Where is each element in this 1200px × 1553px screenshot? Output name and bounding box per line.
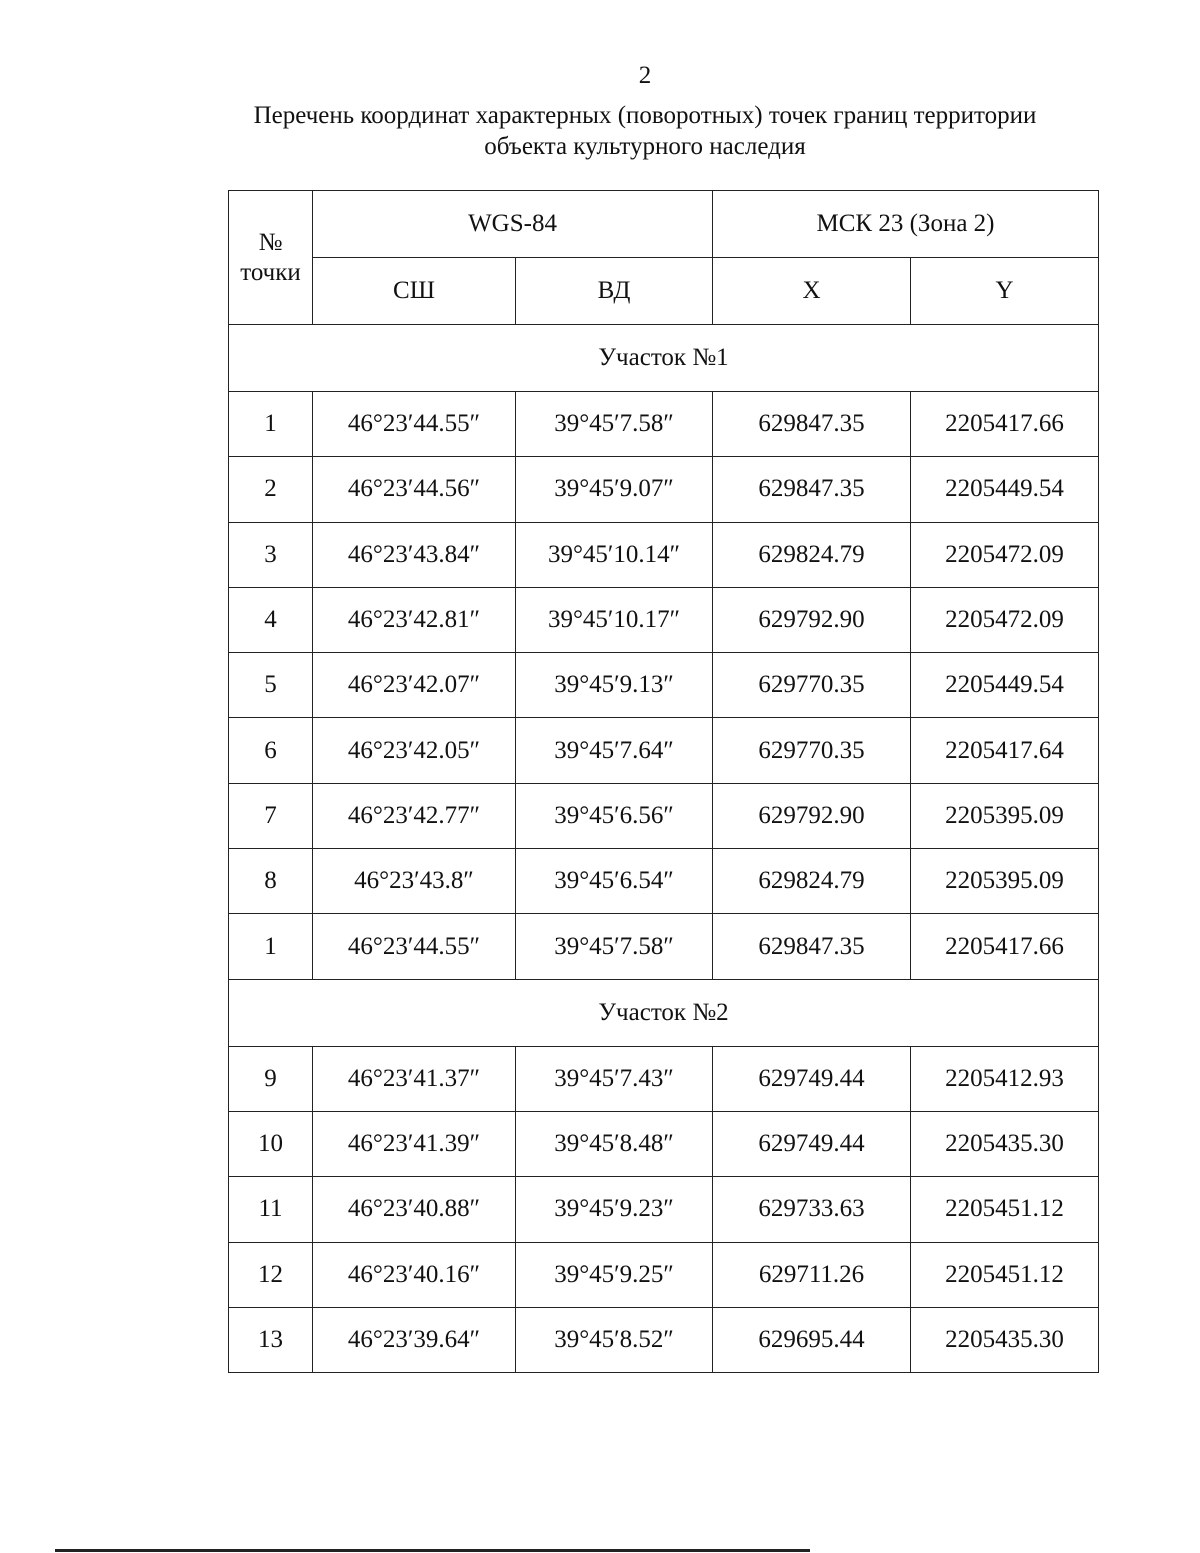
document-title <box>200 100 1090 162</box>
x-cell: 629847.35 <box>713 392 911 457</box>
x-cell: 629847.35 <box>713 457 911 522</box>
table-row <box>229 392 1099 457</box>
title-line-2: объекта культурного наследия <box>484 133 806 160</box>
table-row <box>229 718 1099 783</box>
title-line-1: Перечень координат характерных (поворотных) точек границ территории <box>253 102 1037 129</box>
latitude-header: СШ <box>313 258 516 325</box>
table-body <box>229 325 1099 1373</box>
x-cell: 629792.90 <box>713 783 911 848</box>
x-cell: 629711.26 <box>713 1242 911 1307</box>
latitude-cell: 46°23′43.84″ <box>313 522 516 587</box>
longitude-cell: 39°45′9.25″ <box>516 1242 713 1307</box>
point-number-cell: 9 <box>229 1046 313 1111</box>
x-cell: 629770.35 <box>713 653 911 718</box>
table-row <box>229 1046 1099 1111</box>
latitude-cell: 46°23′42.07″ <box>313 653 516 718</box>
point-number-cell: 10 <box>229 1111 313 1176</box>
latitude-cell: 46°23′40.88″ <box>313 1177 516 1242</box>
y-cell: 2205412.93 <box>911 1046 1099 1111</box>
longitude-header: ВД <box>516 258 713 325</box>
x-cell: 629824.79 <box>713 522 911 587</box>
latitude-cell: 46°23′41.39″ <box>313 1111 516 1176</box>
longitude-cell: 39°45′9.07″ <box>516 457 713 522</box>
x-cell: 629733.63 <box>713 1177 911 1242</box>
y-cell: 2205451.12 <box>911 1177 1099 1242</box>
latitude-cell: 46°23′44.56″ <box>313 457 516 522</box>
table-row <box>229 914 1099 979</box>
longitude-cell: 39°45′6.56″ <box>516 783 713 848</box>
section-title: Участок №1 <box>229 325 1099 392</box>
longitude-cell: 39°45′10.17″ <box>516 587 713 652</box>
table-header-row-1 <box>229 191 1099 258</box>
latitude-cell: 46°23′44.55″ <box>313 914 516 979</box>
latitude-cell: 46°23′40.16″ <box>313 1242 516 1307</box>
longitude-cell: 39°45′8.48″ <box>516 1111 713 1176</box>
point-number-cell: 8 <box>229 849 313 914</box>
table-row <box>229 653 1099 718</box>
x-header: X <box>713 258 911 325</box>
point-number-cell: 1 <box>229 914 313 979</box>
point-number-header <box>229 191 313 325</box>
y-cell: 2205417.66 <box>911 914 1099 979</box>
y-cell: 2205395.09 <box>911 849 1099 914</box>
y-cell: 2205449.54 <box>911 653 1099 718</box>
footer-divider <box>55 1549 810 1552</box>
latitude-cell: 46°23′42.05″ <box>313 718 516 783</box>
table-row <box>229 1111 1099 1176</box>
y-cell: 2205449.54 <box>911 457 1099 522</box>
table-row <box>229 457 1099 522</box>
longitude-cell: 39°45′7.58″ <box>516 392 713 457</box>
latitude-cell: 46°23′42.77″ <box>313 783 516 848</box>
table-header-row-2 <box>229 258 1099 325</box>
point-number-cell: 11 <box>229 1177 313 1242</box>
longitude-cell: 39°45′7.43″ <box>516 1046 713 1111</box>
table-row <box>229 1307 1099 1372</box>
table-row <box>229 1177 1099 1242</box>
y-cell: 2205395.09 <box>911 783 1099 848</box>
x-cell: 629847.35 <box>713 914 911 979</box>
point-number-cell: 1 <box>229 392 313 457</box>
wgs-header: WGS-84 <box>313 191 713 258</box>
section-row <box>229 325 1099 392</box>
latitude-cell: 46°23′41.37″ <box>313 1046 516 1111</box>
x-cell: 629749.44 <box>713 1046 911 1111</box>
table-row <box>229 587 1099 652</box>
longitude-cell: 39°45′10.14″ <box>516 522 713 587</box>
x-cell: 629824.79 <box>713 849 911 914</box>
y-cell: 2205472.09 <box>911 587 1099 652</box>
y-cell: 2205417.66 <box>911 392 1099 457</box>
longitude-cell: 39°45′6.54″ <box>516 849 713 914</box>
section-row <box>229 979 1099 1046</box>
longitude-cell: 39°45′7.58″ <box>516 914 713 979</box>
longitude-cell: 39°45′7.64″ <box>516 718 713 783</box>
point-number-header-label: точки <box>240 258 301 286</box>
page-number: 2 <box>638 62 652 89</box>
longitude-cell: 39°45′8.52″ <box>516 1307 713 1372</box>
x-cell: 629792.90 <box>713 587 911 652</box>
point-number-cell: 6 <box>229 718 313 783</box>
longitude-cell: 39°45′9.23″ <box>516 1177 713 1242</box>
x-cell: 629695.44 <box>713 1307 911 1372</box>
y-cell: 2205435.30 <box>911 1111 1099 1176</box>
latitude-cell: 46°23′39.64″ <box>313 1307 516 1372</box>
latitude-cell: 46°23′43.8″ <box>313 849 516 914</box>
table-row <box>229 522 1099 587</box>
point-number-cell: 12 <box>229 1242 313 1307</box>
point-number-cell: 2 <box>229 457 313 522</box>
coordinates-table <box>228 190 1099 1373</box>
longitude-cell: 39°45′9.13″ <box>516 653 713 718</box>
y-cell: 2205435.30 <box>911 1307 1099 1372</box>
section-title: Участок №2 <box>229 979 1099 1046</box>
msk-header: МСК 23 (Зона 2) <box>713 191 1099 258</box>
table-row <box>229 849 1099 914</box>
latitude-cell: 46°23′44.55″ <box>313 392 516 457</box>
table-row <box>229 783 1099 848</box>
point-number-header-symbol: № <box>258 228 283 256</box>
point-number-cell: 7 <box>229 783 313 848</box>
x-cell: 629749.44 <box>713 1111 911 1176</box>
point-number-cell: 3 <box>229 522 313 587</box>
point-number-cell: 13 <box>229 1307 313 1372</box>
table-row <box>229 1242 1099 1307</box>
y-cell: 2205417.64 <box>911 718 1099 783</box>
x-cell: 629770.35 <box>713 718 911 783</box>
point-number-cell: 5 <box>229 653 313 718</box>
point-number-cell: 4 <box>229 587 313 652</box>
y-header: Y <box>911 258 1099 325</box>
latitude-cell: 46°23′42.81″ <box>313 587 516 652</box>
y-cell: 2205472.09 <box>911 522 1099 587</box>
y-cell: 2205451.12 <box>911 1242 1099 1307</box>
